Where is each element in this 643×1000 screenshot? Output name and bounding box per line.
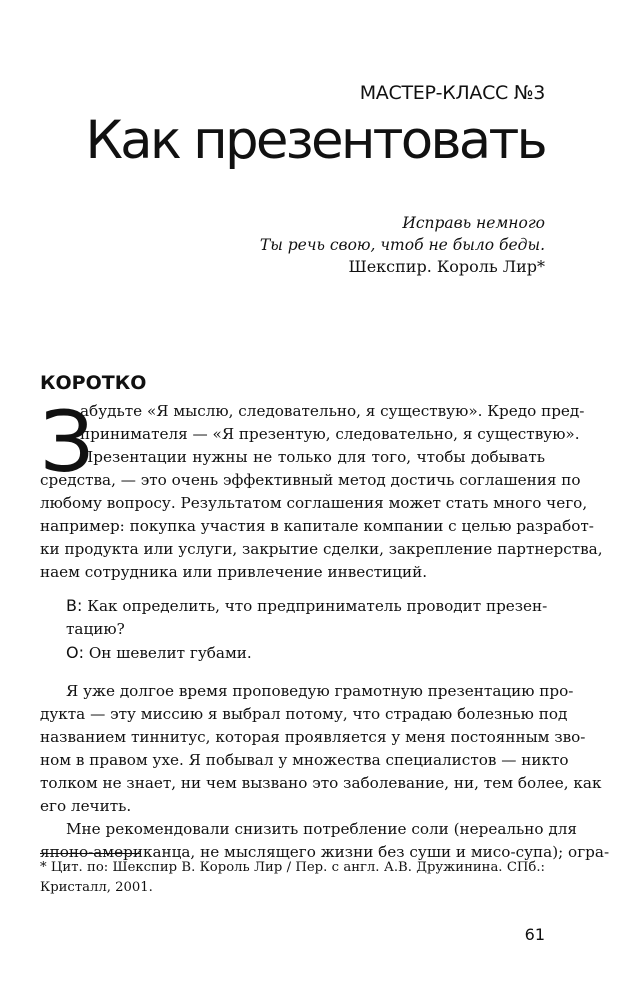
section-heading: КОРОТКО — [40, 372, 147, 394]
text-line: дукта — эту миссию я выбрал потому, что страдаю болезнью под — [40, 705, 568, 723]
text-line: любому вопросу. Результатом соглашения может стать много чего, — [40, 494, 588, 512]
footnote-line: * Цит. по: Шекспир В. Король Лир / Пер. с англ. А.В. Дружинина. СПб.: — [40, 860, 545, 875]
question-marker: В: — [66, 596, 83, 615]
drop-cap: З — [40, 393, 94, 491]
answer-marker: О: — [66, 643, 84, 662]
text-line: например: покупка участия в капитале компании с целью разработ- — [40, 517, 594, 535]
text-line: принимателя — «Я презентую, следовательно, я существую». — [80, 425, 580, 443]
text-line: ки продукта или услуги, закрытие сделки, закрепление партнерства, — [40, 540, 603, 558]
footnote-divider — [40, 853, 140, 854]
answer-text: Он шевелит губами. — [88, 644, 252, 662]
paragraph-intro — [40, 393, 603, 584]
text-line: его лечить. — [40, 797, 132, 815]
chapter-title: Как презентовать — [85, 110, 545, 171]
epigraph — [185, 212, 545, 278]
epigraph-line: Ты речь свою, чтоб не было беды. — [259, 236, 545, 254]
page-number: 61 — [524, 925, 545, 944]
text-line: ном в правом ухе. Я побывал у множества специалистов — никто — [40, 751, 569, 769]
text-line: абудьте «Я мыслю, следовательно, я существую». Кредо пред- — [80, 402, 585, 420]
text-line: толком не знает, ни чем вызвано это заболевание, ни, тем более, как — [40, 774, 602, 792]
text-line: средства, — это очень эффективный метод достичь соглашения по — [40, 471, 581, 489]
text-line: названием тиннитус, которая проявляется у меня постоянным зво- — [40, 728, 586, 746]
text-line: Мне рекомендовали снизить потребление соли (нереально для — [66, 820, 577, 838]
text-line: наем сотрудника или привлечение инвестиций. — [40, 563, 428, 581]
text-line: японо-американца, не мыслящего жизни без суши и мисо-супа); огра- — [40, 843, 610, 861]
epigraph-line: Исправь немного — [402, 214, 545, 232]
text-line: Я уже долгое время проповедую грамотную презентацию про- — [66, 682, 574, 700]
answer-line — [66, 641, 545, 665]
text-line: Презентации нужны не только для того, чтобы добывать — [80, 448, 545, 466]
epigraph-source: Шекспир. Король Лир* — [348, 257, 545, 276]
paragraph-main — [40, 680, 610, 864]
question-line — [66, 594, 548, 618]
question-line: тацию? — [66, 620, 125, 638]
question-text: Как определить, что предприниматель проводит презен- — [87, 597, 548, 615]
chapter-label: МАСТЕР-КЛАСС №3 — [359, 82, 545, 104]
qa-joke — [66, 594, 548, 665]
footnote — [40, 858, 545, 898]
footnote-line: Кристалл, 2001. — [40, 880, 153, 895]
